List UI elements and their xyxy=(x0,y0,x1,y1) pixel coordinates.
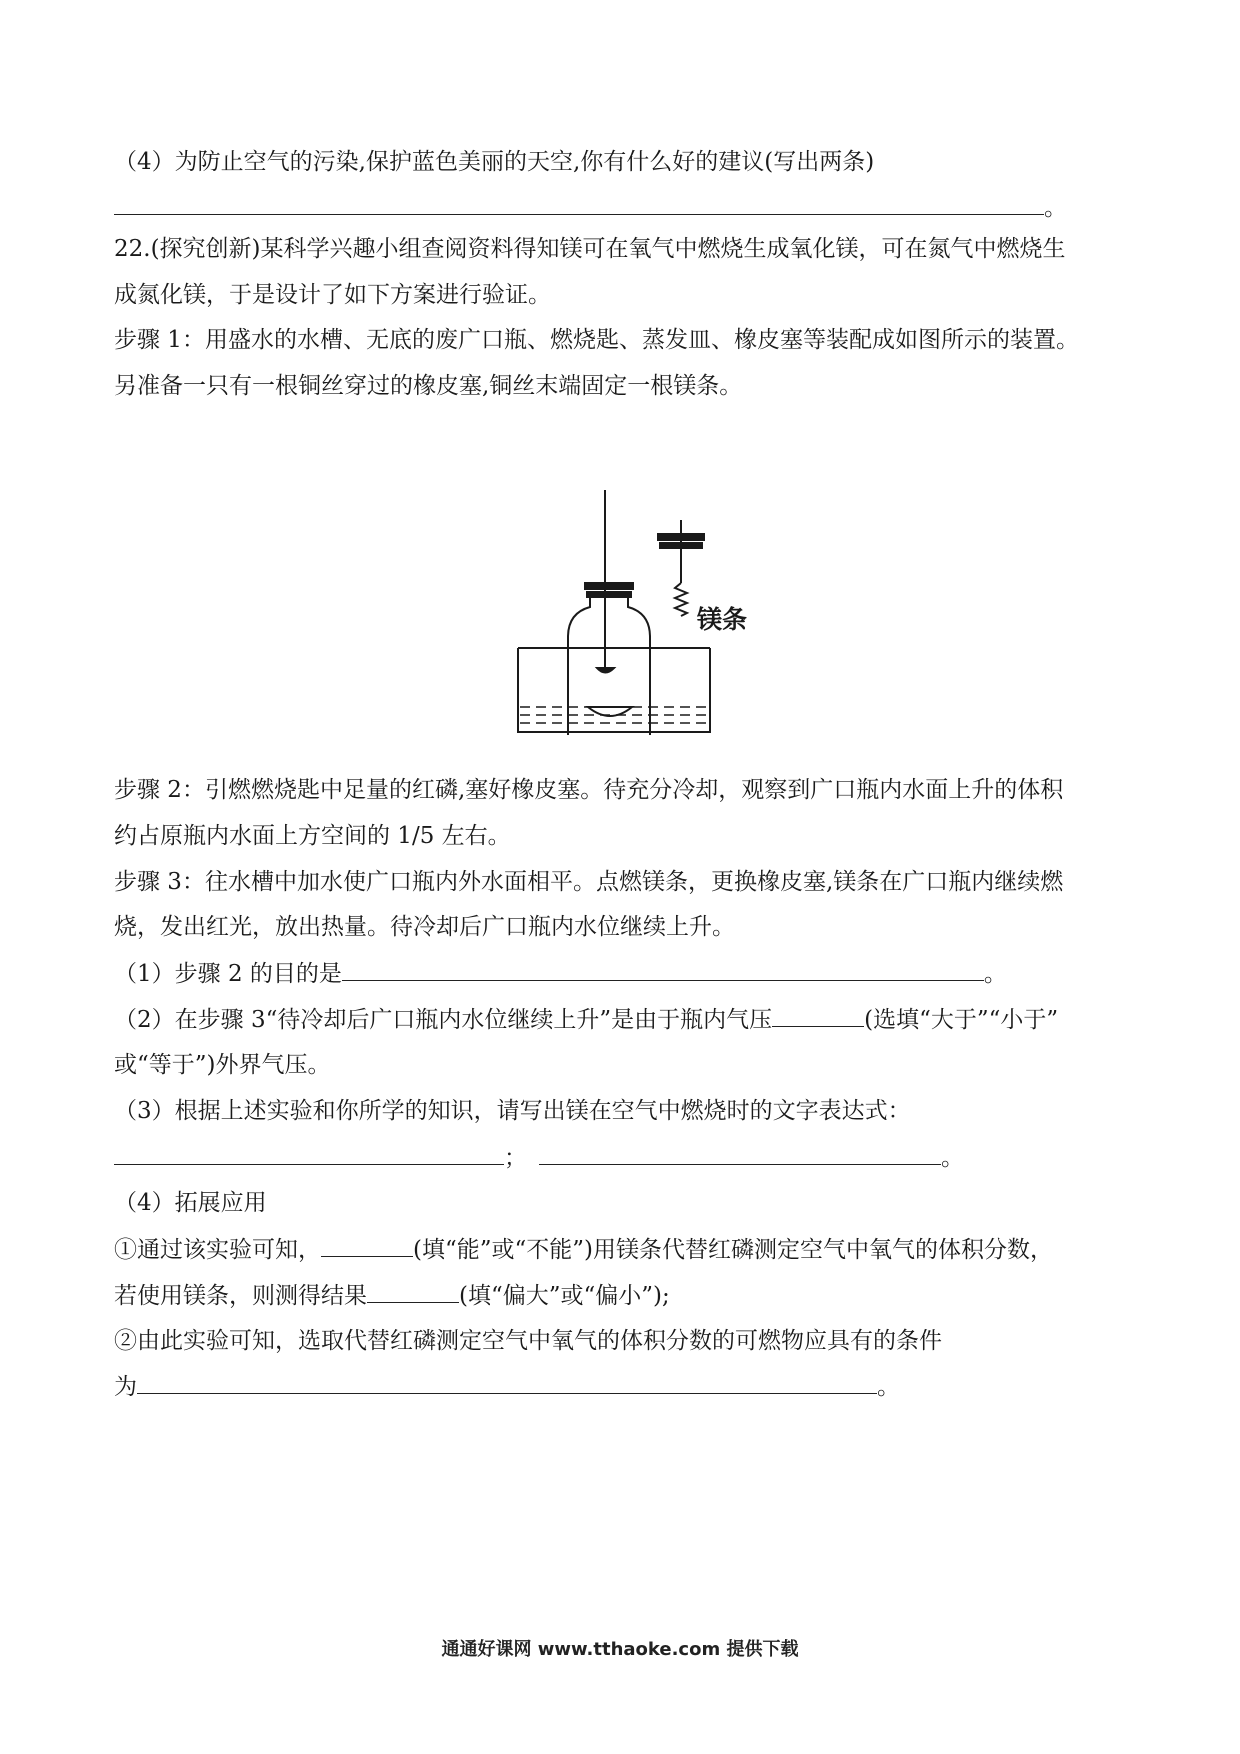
q22-q2-line2: 或“等于”)外界气压。 xyxy=(114,1052,331,1078)
q22-q4-2-line1: ②由此实验可知，选取代替红磷测定空气中氧气的体积分数的可燃物应具有的条件 xyxy=(114,1328,942,1354)
water-trough xyxy=(518,648,710,732)
spare-stopper-top xyxy=(658,534,704,540)
q4-1b-prompt: 若使用镁条，则测得结果 xyxy=(114,1283,367,1309)
q22-step1-line1: 步骤 1：用盛水的水槽、无底的废广口瓶、燃烧匙、蒸发皿、橡皮塞等装配成如图所示的装置。 xyxy=(114,327,1079,353)
q22-step3-line1: 步骤 3：往水槽中加水使广口瓶内外水面相平。点燃镁条，更换橡皮塞,镁条在广口瓶内继续燃 xyxy=(114,869,1064,895)
q2-prompt: （2）在步骤 3“待冷却后广口瓶内水位继续上升”是由于瓶内气压 xyxy=(114,1007,773,1033)
q3-answer-blank-1[interactable] xyxy=(114,1142,504,1165)
q22-q2-row xyxy=(114,1004,1058,1035)
q1-prompt: （1）步骤 2 的目的是 xyxy=(114,961,342,987)
page-footer: 通通好课网 www.tthaoke.com 提供下载 xyxy=(441,1639,799,1660)
q22-intro-line2: 成氮化镁，于是设计了如下方案进行验证。 xyxy=(114,282,551,308)
q2-answer-blank[interactable] xyxy=(772,1004,864,1027)
spare-stopper-bottom xyxy=(660,543,702,548)
separator: ； xyxy=(504,1145,527,1171)
end-mark: 。 xyxy=(1044,195,1067,221)
q21-part4-text: （4）为防止空气的污染,保护蓝色美丽的天空,你有什么好的建议(写出两条) xyxy=(114,149,875,175)
q2-options: (选填“大于”“小于” xyxy=(864,1007,1059,1033)
burning-spoon xyxy=(597,668,614,673)
experiment-apparatus-figure xyxy=(500,485,730,735)
q22-q4-1b-row xyxy=(114,1280,670,1311)
q22-q1-row xyxy=(114,958,1007,989)
q4-2-answer-blank[interactable] xyxy=(137,1371,877,1394)
magnesium-ribbon xyxy=(675,583,687,616)
bottle-stopper-bottom xyxy=(587,592,631,597)
end-mark: 。 xyxy=(983,961,1007,987)
q21-answer-row xyxy=(114,192,1067,223)
q3-answer-blank-2[interactable] xyxy=(539,1142,941,1165)
q4-1b-options: (填“偏大”或“偏小”); xyxy=(459,1283,670,1309)
q22-intro-line1: 22.(探究创新)某科学兴趣小组查阅资料得知镁可在氧气中燃烧生成氧化镁，可在氮气中燃烧生 xyxy=(114,236,1066,262)
q22-step1-line2: 另准备一只有一根铜丝穿过的橡皮塞,铜丝末端固定一根镁条。 xyxy=(114,373,743,399)
q4-1-options: (填“能”或“不能”)用镁条代替红磷测定空气中氧气的体积分数， xyxy=(413,1237,1053,1263)
q4-1-prompt: ①通过该实验可知， xyxy=(114,1237,321,1263)
bottle-stopper-top xyxy=(585,583,633,589)
q1-answer-blank[interactable] xyxy=(342,958,984,981)
end-mark: 。 xyxy=(941,1145,964,1171)
q22-q4-1-row xyxy=(114,1234,1053,1265)
q4-1-answer-blank[interactable] xyxy=(321,1234,413,1257)
q22-q4-2-row xyxy=(114,1371,900,1402)
q22-step2-line1: 步骤 2：引燃燃烧匙中足量的红磷,塞好橡皮塞。待充分冷却，观察到广口瓶内水面上升的体积 xyxy=(114,777,1064,803)
figure-label-magnesium: 镁条 xyxy=(697,605,748,634)
q22-step2-line2: 约占原瓶内水面上方空间的 1/5 左右。 xyxy=(114,823,511,849)
answer-blank[interactable] xyxy=(114,192,1044,215)
q4-2-prompt: 为 xyxy=(114,1374,137,1400)
q4-1b-answer-blank[interactable] xyxy=(367,1280,459,1303)
q22-step3-line2: 烧，发出红光，放出热量。待冷却后广口瓶内水位继续上升。 xyxy=(114,914,735,940)
end-mark: 。 xyxy=(877,1374,900,1400)
q22-q4-heading: （4）拓展应用 xyxy=(114,1190,267,1216)
q22-q3-prompt: （3）根据上述实验和你所学的知识，请写出镁在空气中燃烧时的文字表达式： xyxy=(114,1098,911,1124)
q22-q3-answer-row xyxy=(114,1142,964,1173)
